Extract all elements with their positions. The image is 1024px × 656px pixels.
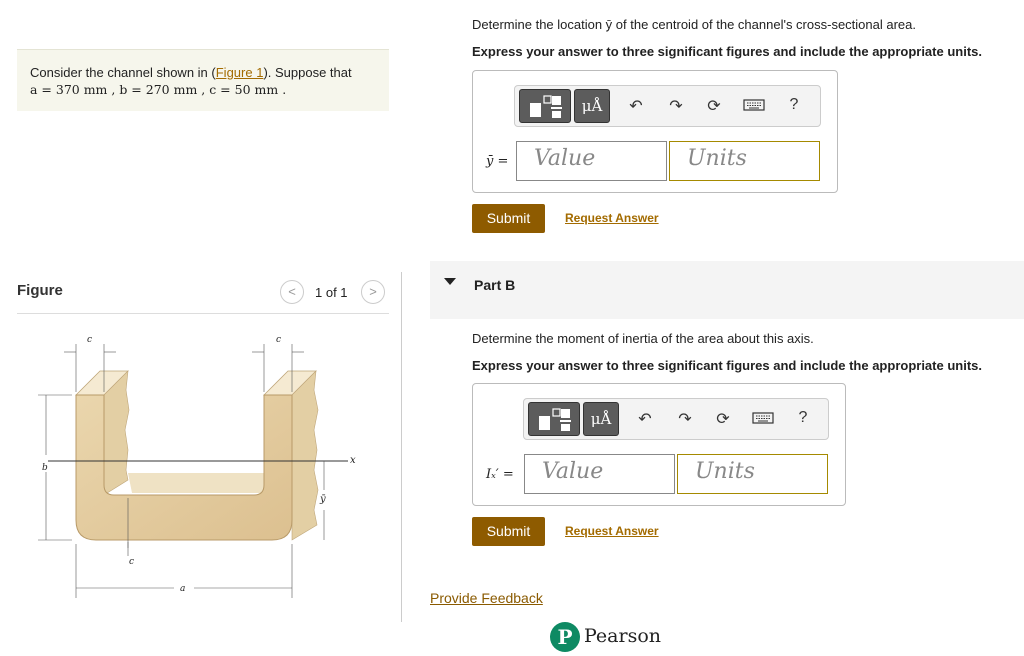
problem-intro: Consider the channel shown in ( bbox=[30, 65, 216, 80]
label-x: x bbox=[350, 455, 356, 466]
collapse-arrow-icon[interactable] bbox=[444, 278, 456, 285]
figure-header bbox=[17, 280, 389, 314]
partA-answer-box bbox=[472, 70, 838, 193]
undo-icon[interactable]: ↶ bbox=[638, 411, 652, 428]
problem-params: a = 370 mm , b = 270 mm , c = 50 mm . bbox=[30, 82, 287, 97]
problem-intro-end: ). Suppose that bbox=[263, 65, 352, 80]
partA-var-label: ȳ = bbox=[486, 154, 509, 169]
partB-var-label: Iₓ′ = bbox=[486, 467, 514, 482]
pearson-logo-icon: P bbox=[550, 622, 580, 652]
label-b: b bbox=[42, 463, 48, 473]
partA-toolbar bbox=[514, 85, 821, 127]
figure-title: Figure bbox=[17, 282, 63, 299]
partA-instruction: Express your answer to three significant figures and include the appropriate units. bbox=[472, 44, 982, 59]
partB-header[interactable] bbox=[430, 261, 1024, 319]
partB-request-answer-link[interactable]: Request Answer bbox=[565, 524, 659, 538]
partB-toolbar bbox=[523, 398, 829, 440]
right-pane bbox=[402, 0, 1024, 656]
keyboard-icon[interactable] bbox=[752, 411, 774, 430]
label-c-left: c bbox=[87, 335, 93, 345]
partB-prompt: Determine the moment of inertia of the area about this axis. bbox=[472, 331, 814, 346]
template-icon bbox=[520, 90, 572, 124]
partB-submit-button[interactable]: Submit bbox=[472, 517, 545, 546]
channel-side-right bbox=[292, 371, 318, 540]
units-button[interactable]: μÅ bbox=[574, 89, 610, 123]
keyboard-icon[interactable] bbox=[743, 98, 765, 117]
left-pane bbox=[0, 0, 402, 656]
template-icon bbox=[529, 403, 581, 437]
figure-link[interactable]: Figure 1 bbox=[215, 65, 264, 80]
partA-units-input[interactable]: Units bbox=[669, 141, 820, 181]
redo-icon[interactable]: ↷ bbox=[669, 98, 683, 115]
channel-figure bbox=[28, 330, 368, 602]
partB-units-input[interactable]: Units bbox=[677, 454, 828, 494]
figure-counter: 1 of 1 bbox=[315, 285, 348, 300]
undo-icon[interactable]: ↶ bbox=[629, 98, 643, 115]
pearson-wordmark: Pearson bbox=[584, 625, 662, 647]
partB-instruction: Express your answer to three significant figures and include the appropriate units. bbox=[472, 358, 982, 373]
label-c-right: c bbox=[276, 335, 282, 345]
figure-next-button[interactable]: > bbox=[361, 280, 385, 304]
redo-icon[interactable]: ↷ bbox=[678, 411, 692, 428]
partA-request-answer-link[interactable]: Request Answer bbox=[565, 211, 659, 225]
partB-title: Part B bbox=[474, 277, 516, 293]
label-ybar: ȳ bbox=[320, 494, 326, 505]
reset-icon[interactable]: ⟳ bbox=[716, 411, 730, 428]
partA-prompt: Determine the location ȳ of the centroid of the channel's cross-sectional area. bbox=[472, 17, 916, 32]
units-button[interactable]: μÅ bbox=[583, 402, 619, 436]
partA-submit-button[interactable]: Submit bbox=[472, 204, 545, 233]
help-icon[interactable]: ? bbox=[798, 409, 808, 426]
figure-prev-button[interactable]: < bbox=[280, 280, 304, 304]
partB-answer-box bbox=[472, 383, 846, 506]
help-icon[interactable]: ? bbox=[789, 96, 799, 113]
partB-value-input[interactable]: Value bbox=[524, 454, 675, 494]
partA-value-input[interactable]: Value bbox=[516, 141, 667, 181]
label-c-bottom: c bbox=[129, 557, 135, 567]
label-a: a bbox=[180, 584, 186, 594]
templates-button[interactable] bbox=[519, 89, 571, 123]
problem-statement bbox=[17, 49, 389, 111]
provide-feedback-link[interactable]: Provide Feedback bbox=[430, 590, 543, 606]
reset-icon[interactable]: ⟳ bbox=[707, 98, 721, 115]
templates-button[interactable] bbox=[528, 402, 580, 436]
